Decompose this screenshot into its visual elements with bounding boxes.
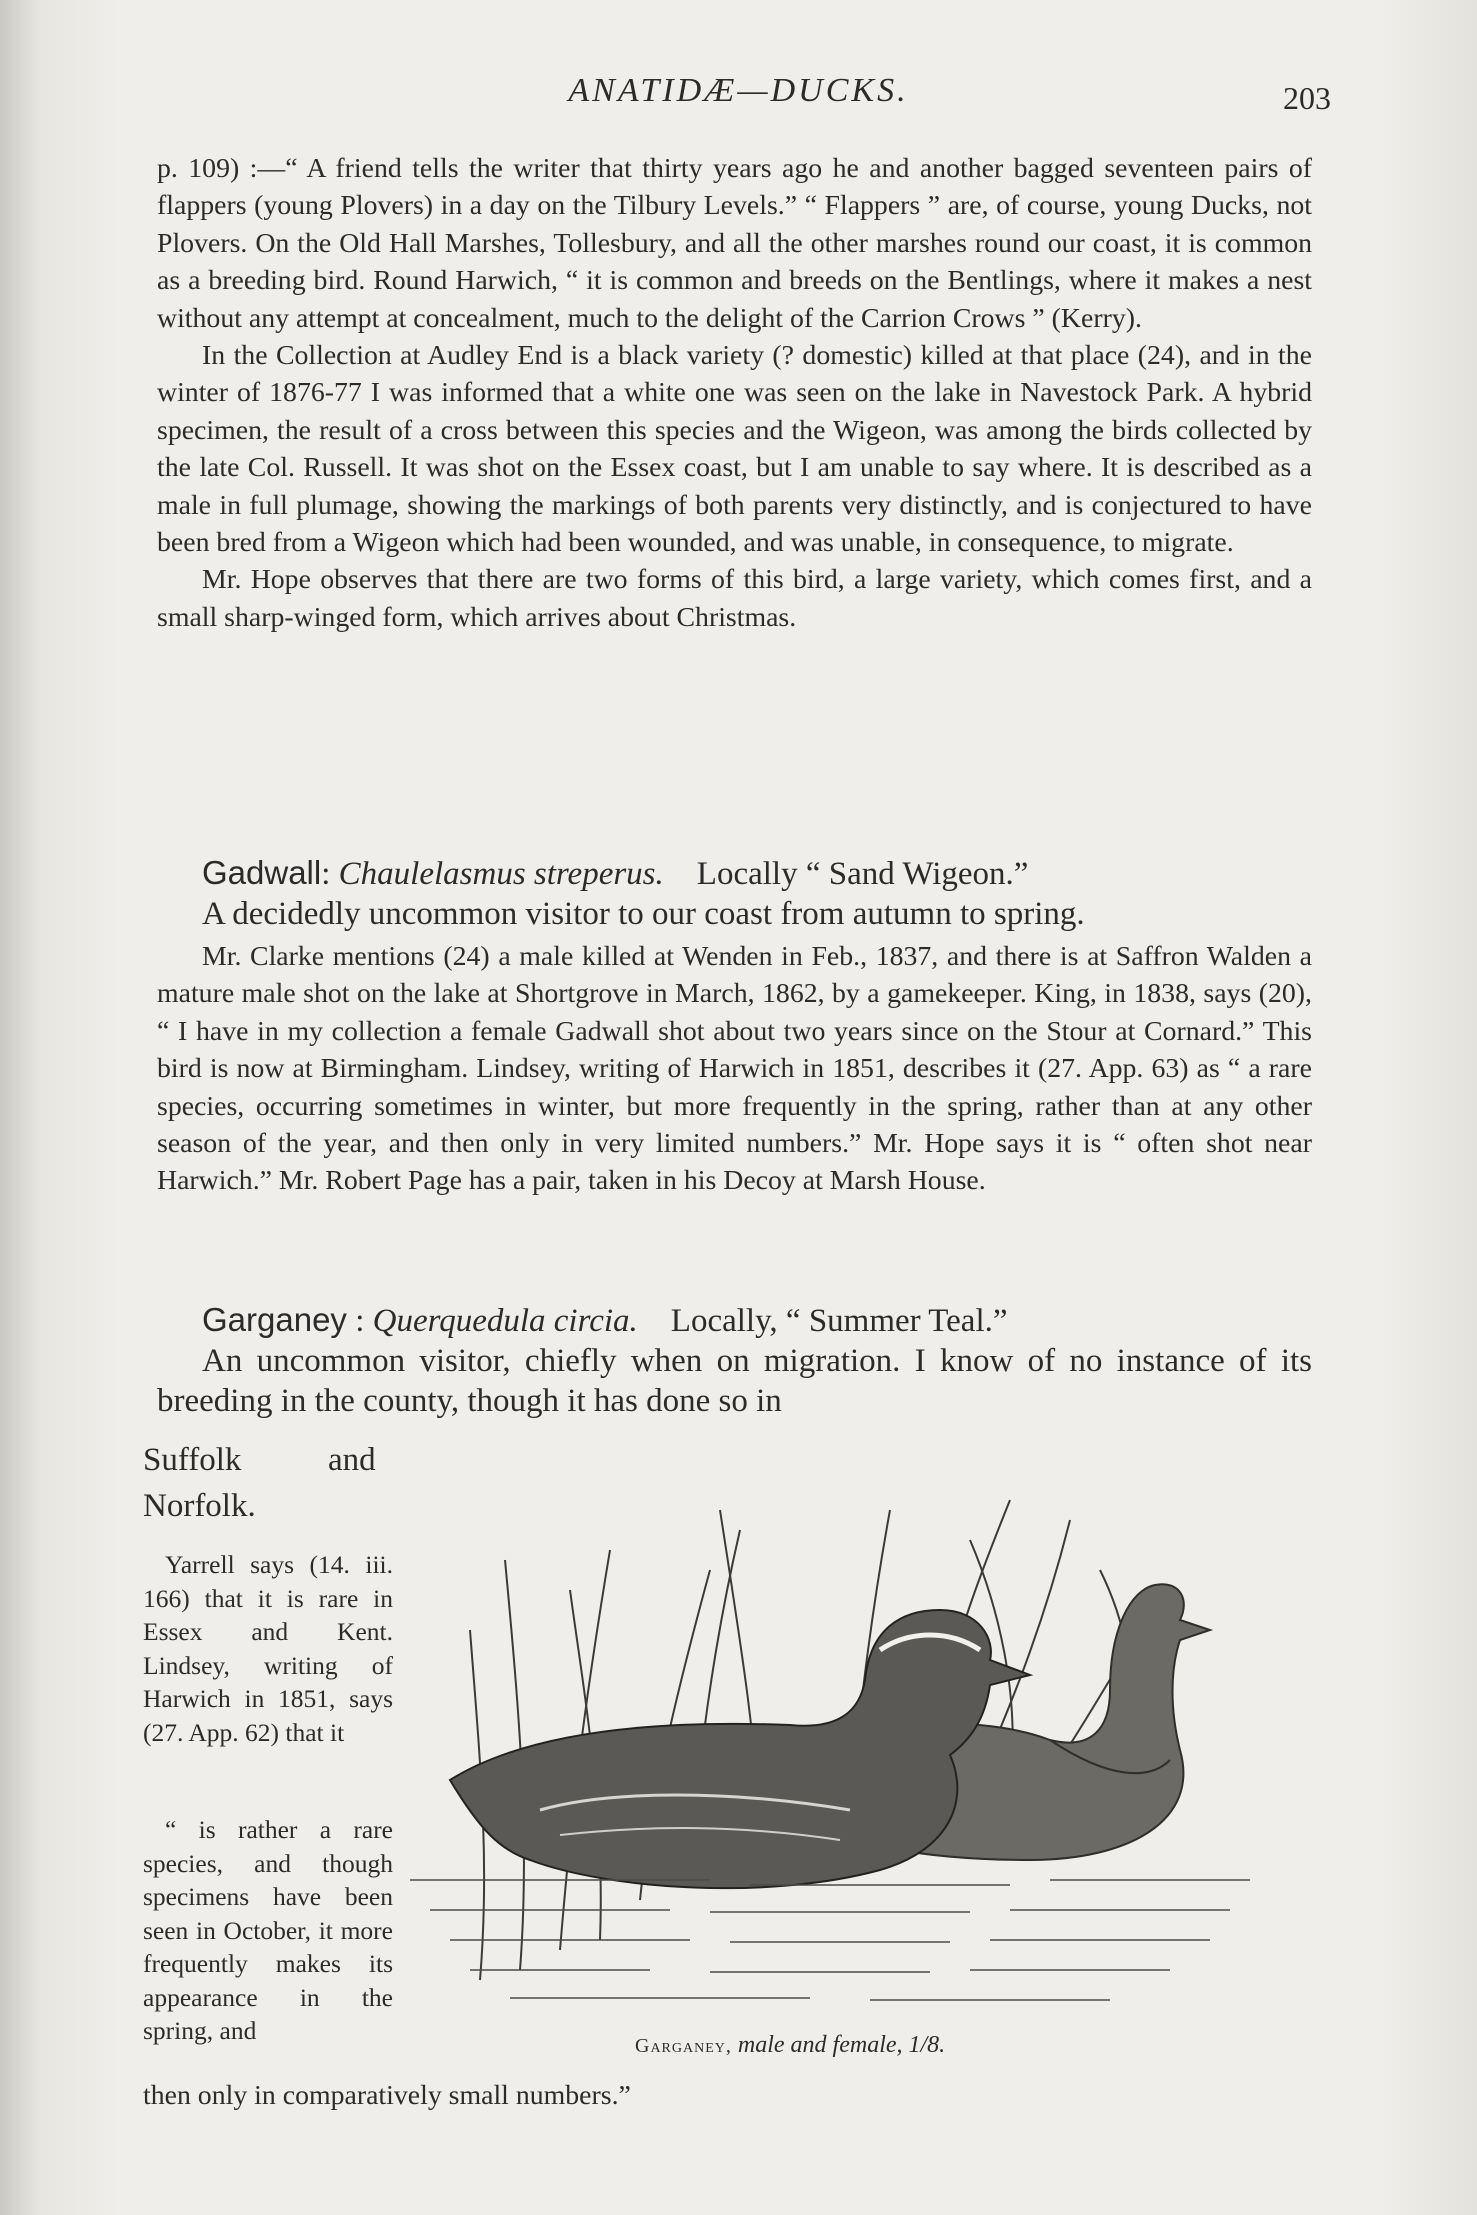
gadwall-latin: Chaulelasmus streperus. <box>338 856 664 892</box>
garganey-engraving <box>410 1480 1270 2020</box>
paragraph-varieties: In the Collection at Audley End is a black variety (? domestic) killed at that place (24), and in the winter of 1876-77 I was informed that a white one was seen on the lake in Navestock Park. A hybrid specimen, the result of a cross between this species and the Wigeon, was among the birds collected by the late Col. Russell. It was shot on the Essex coast, but I am unable to say where. It is described as a male in full plumage, showing the markings of both parents very distinctly, and is conjectured to have been bred from a Wigeon which had been wounded, and was unable, in consequence, to migrate. <box>157 340 1312 559</box>
gadwall-sep: : <box>321 856 339 892</box>
garganey-latin: Querquedula circia. <box>372 1303 638 1339</box>
garganey-and: and <box>328 1442 376 1478</box>
gadwall-section <box>157 853 1312 1200</box>
gadwall-local-name: Locally “ Sand Wigeon.” <box>696 856 1029 892</box>
caption-species: Garganey, <box>635 2035 732 2057</box>
paragraph-continued: p. 109) :—“ A friend tells the writer that thirty years ago he and another bagged seventeen pairs of flappers (young Plovers) in a day on the Tilbury Levels.” “ Flappers ” are, of course, young Ducks, not Plovers. On the Old Hall Marshes, Tollesbury, and all the other marshes round our coast, it is common as a breeding bird. Round Harwich, “ it is common and breeds on the Bentlings, where it makes a nest without any attempt at concealment, much to the delight of the Carrion Crows ” (Kerry). <box>157 153 1312 334</box>
gadwall-heading <box>157 853 1312 894</box>
garganey-local-name: Locally, “ Summer Teal.” <box>670 1303 1008 1339</box>
garganey-status: An uncommon visitor, chiefly when on migration. I know of no instance of its breeding in the county, though it has done so in <box>157 1343 1312 1419</box>
paragraph-hope-forms: Mr. Hope observes that there are two forms of this bird, a large variety, which comes first, and a small sharp-winged form, which arrives about Christmas. <box>157 564 1312 633</box>
figure-caption <box>635 2032 945 2059</box>
gadwall-body: Mr. Clarke mentions (24) a male killed at Wenden in Feb., 1837, and there is at Saffron Walden a mature male shot on the lake at Shortgrove in March, 1862, by a gamekeeper. King, in 1838, says (20), “ I have in my collection a female Gadwall shot about two years since on the Stour at Cornard.” This bird is now at Birmingham. Lindsey, writing of Harwich in 1851, describes it (27. App. 63) as “ a rare species, occurring sometimes in winter, but more frequently in the spring, rather than at any other season of the year, and then only in very limited numbers.” Mr. Hope says it is “ often shot near Harwich.” Mr. Robert Page has a pair, taken in his Decoy at Marsh House. <box>157 941 1312 1197</box>
garganey-section <box>157 1300 1312 1421</box>
yarrell-paragraph: Yarrell says (14. iii. 166) that it is rare in Essex and Kent. Lindsey, writing of Harwich in 1851, says (27. App. 62) that it <box>143 1550 393 1747</box>
caption-description: male and female, <box>737 2032 903 2058</box>
garganey-norfolk: Norfolk. <box>143 1488 256 1524</box>
running-title: ANATIDÆ—DUCKS. <box>568 72 909 109</box>
lindsey-quote: “ is rather a rare species, and though specimens have been seen in October, it more frequently makes its appearance in the spring, and <box>143 1815 393 2045</box>
main-column <box>157 150 1312 636</box>
gadwall-status: A decidedly uncommon visitor to our coast from autumn to spring. <box>202 896 1085 932</box>
garganey-name: Garganey <box>202 1301 347 1338</box>
garganey-suffolk: Suffolk <box>143 1442 242 1478</box>
lindsey-quote-end: then only in comparatively small numbers.” <box>143 2080 631 2111</box>
garganey-suffolk-line <box>143 1442 376 1479</box>
garganey-heading <box>157 1300 1312 1341</box>
page-number: 203 <box>1283 80 1331 116</box>
garganey-sep: : <box>346 1303 373 1339</box>
caption-scale: 1/8. <box>908 2032 946 2058</box>
gadwall-name: Gadwall <box>202 854 322 891</box>
water-lines <box>410 1880 1250 2000</box>
